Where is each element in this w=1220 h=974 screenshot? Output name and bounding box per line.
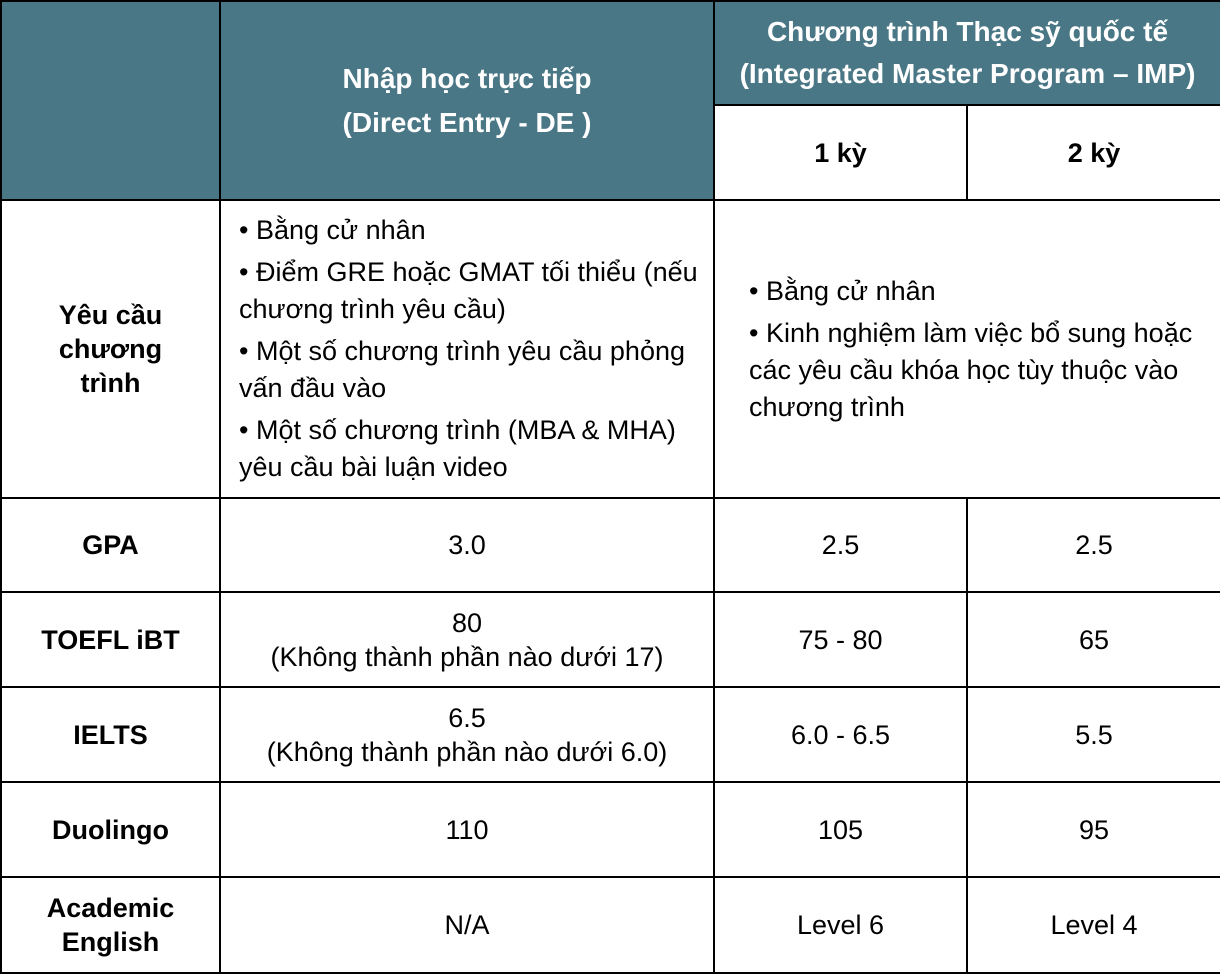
program-requirements-label <box>1 200 220 498</box>
header-imp-term-1: 1 kỳ <box>714 105 967 200</box>
program-requirements-label-line-3: trình <box>80 368 141 398</box>
header-direct-entry-title: Nhập học trực tiếp <box>342 62 592 94</box>
toefl-direct-entry-note: (Không thành phần nào dưới 17) <box>270 641 664 672</box>
ielts-direct-entry-note: (Không thành phần nào dưới 6.0) <box>266 736 668 767</box>
table-row <box>1 687 1220 782</box>
gpa-imp-term-2: 2.5 <box>967 498 1220 592</box>
gpa-direct-entry: 3.0 <box>220 498 714 592</box>
duolingo-imp-term-1: 105 <box>714 782 967 877</box>
header-row <box>1 1 1220 105</box>
program-requirements-row <box>1 200 1220 498</box>
direct-entry-requirements <box>220 200 714 498</box>
duolingo-imp-term-2: 95 <box>967 782 1220 877</box>
ielts-imp-term-2: 5.5 <box>967 687 1220 782</box>
list-item: • Một số chương trình yêu cầu phỏng vấn đầu vào <box>239 336 685 403</box>
row-label-gpa: GPA <box>1 498 220 592</box>
list-item: • Kinh nghiệm làm việc bổ sung hoặc các yêu cầu khóa học tùy thuộc vào chương trình <box>749 317 1193 422</box>
toefl-direct-entry-score: 80 <box>451 607 483 638</box>
table-row <box>1 498 1220 592</box>
list-item: • Bằng cử nhân <box>749 275 936 306</box>
program-requirements-label-line-1: Yêu cầu <box>58 300 163 330</box>
row-label-duolingo: Duolingo <box>1 782 220 877</box>
row-label-toefl: TOEFL iBT <box>1 592 220 687</box>
header-imp-term-2: 2 kỳ <box>967 105 1220 200</box>
header-corner-cell <box>1 1 220 200</box>
academic-english-imp-term-2: Level 4 <box>967 877 1220 973</box>
row-label-academic-english-line-2: English <box>61 927 160 957</box>
row-label-ielts: IELTS <box>1 687 220 782</box>
academic-english-direct-entry: N/A <box>220 877 714 973</box>
header-imp-title: Chương trình Thạc sỹ quốc tế <box>766 16 1169 47</box>
gpa-imp-term-1: 2.5 <box>714 498 967 592</box>
imp-requirements <box>714 200 1220 498</box>
toefl-imp-term-1: 75 - 80 <box>714 592 967 687</box>
direct-entry-requirement-list <box>221 212 713 486</box>
ielts-direct-entry <box>220 687 714 782</box>
header-direct-entry <box>220 1 714 200</box>
ielts-imp-term-1: 6.0 - 6.5 <box>714 687 967 782</box>
list-item: • Bằng cử nhân <box>239 215 426 245</box>
toefl-imp-term-2: 65 <box>967 592 1220 687</box>
row-label-academic-english-line-1: Academic <box>46 893 175 923</box>
program-requirements-label-line-2: chương <box>58 334 163 364</box>
academic-english-imp-term-1: Level 6 <box>714 877 967 973</box>
toefl-direct-entry <box>220 592 714 687</box>
header-imp <box>714 1 1220 105</box>
header-imp-subtitle: (Integrated Master Program – IMP) <box>739 58 1196 89</box>
ielts-direct-entry-score: 6.5 <box>448 702 486 733</box>
duolingo-direct-entry: 110 <box>220 782 714 877</box>
table-row <box>1 592 1220 687</box>
row-label-academic-english <box>1 877 220 973</box>
imp-requirement-list <box>715 273 1220 426</box>
table-row <box>1 877 1220 973</box>
list-item: • Điểm GRE hoặc GMAT tối thiểu (nếu chương trình yêu cầu) <box>239 257 698 324</box>
list-item: • Một số chương trình (MBA & MHA) yêu cầu bài luận video <box>239 415 676 482</box>
table-row <box>1 782 1220 877</box>
header-direct-entry-subtitle: (Direct Entry - DE ) <box>342 106 592 138</box>
